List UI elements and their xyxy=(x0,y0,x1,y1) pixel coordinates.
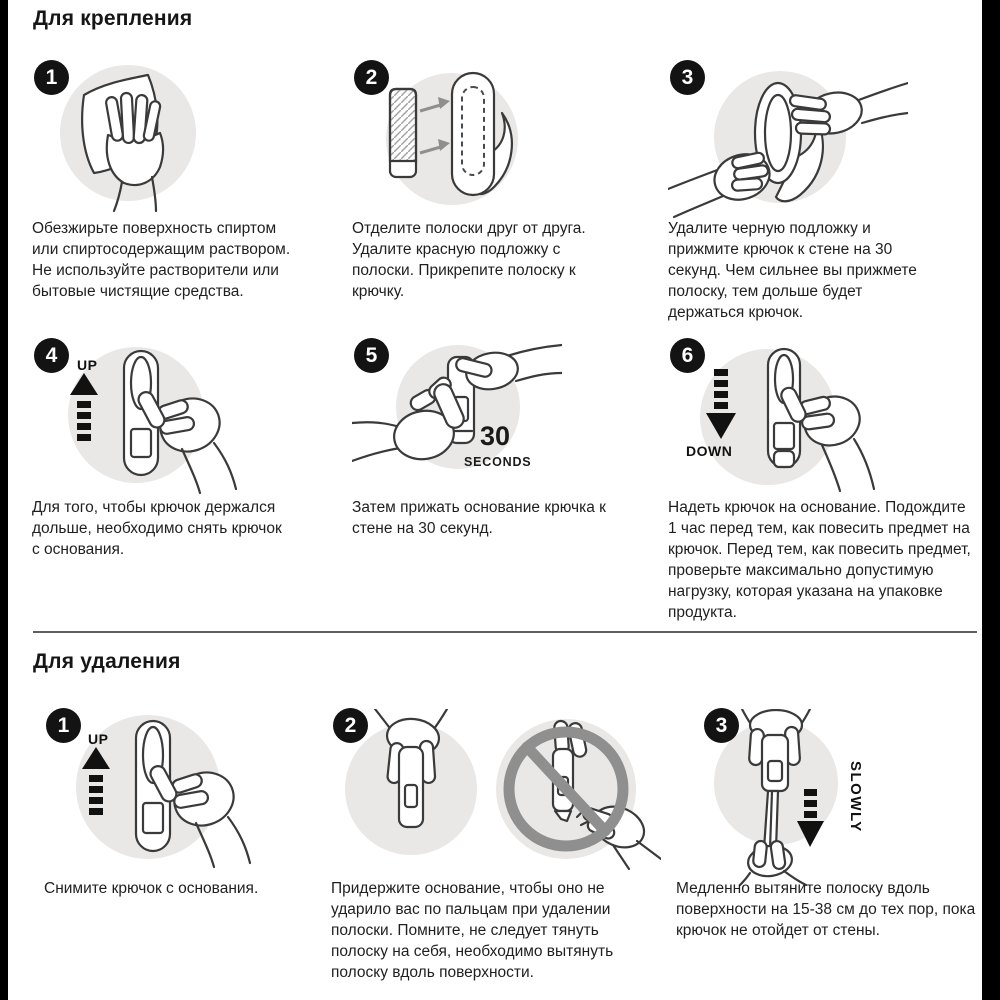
step-text: Удалите черную подложку и прижмите крючок к стене на 30 секунд. Чем сильнее вы прижмете полоску, тем дольше будет держаться крючок. xyxy=(668,220,917,321)
hook-base xyxy=(399,747,423,827)
step-number-badge: 1 xyxy=(46,708,81,743)
step-text: Придержите основание, чтобы оно не ударило вас по пальцам при удалении полоски. Помните, не следует тянуть полоску на себя, необходимо вытянуть полоску вдоль поверхности. xyxy=(331,880,614,981)
slowly-label: SLOWLY xyxy=(847,761,864,833)
step-text: Отделите полоски друг от друга. Удалите красную подложку с полоски. Прикрепите полоску к крючку. xyxy=(352,220,586,300)
step-number-badge: 2 xyxy=(354,60,389,95)
removal-section-title: Для удаления xyxy=(33,650,181,673)
step-text: Обезжирьте поверхность спиртом или спиртосодержащим раствором. Не используйте растворители или бытовые чистящие средства. xyxy=(32,220,291,300)
section-divider xyxy=(33,631,977,633)
step-text: Для того, чтобы крючок держался дольше, необходимо снять крючок с основания. xyxy=(32,499,282,558)
up-label: UP xyxy=(77,357,98,373)
left-edge-strip xyxy=(0,0,8,1000)
down-label: DOWN xyxy=(686,443,733,459)
step-number-badge: 5 xyxy=(354,338,389,373)
step-text: Снимите крючок с основания. xyxy=(44,880,259,897)
press-hook-to-wall-illustration xyxy=(668,61,908,221)
hook xyxy=(452,73,512,195)
seconds-label: SECONDS xyxy=(464,455,532,469)
right-edge-strip xyxy=(982,0,1000,1000)
mount-section-title: Для крепления xyxy=(33,7,193,30)
step-number-badge: 2 xyxy=(333,708,368,743)
hook-base xyxy=(762,735,788,791)
step-number-badge: 3 xyxy=(670,60,705,95)
thirty-label: 30 xyxy=(480,421,511,451)
step-number-badge: 6 xyxy=(670,338,705,373)
step-number-badge: 1 xyxy=(34,60,69,95)
hold-base-warning-illustration xyxy=(331,709,661,874)
step-text: Медленно вытяните полоску вдоль поверхности на 15-38 см до тех пор, пока крючок не отойдет от стены. xyxy=(676,880,976,939)
step-number-badge: 4 xyxy=(34,338,69,373)
step-text: Надеть крючок на основание. Подождите 1 час перед тем, как повесить предмет на крючок. Перед тем, как повесить предмет, проверьте максимально допустимую нагрузку, которая указана на упаковке продукта. xyxy=(668,499,971,621)
step-text: Затем прижать основание крючка к стене на 30 секунд. xyxy=(352,499,606,537)
up-label: UP xyxy=(88,731,109,747)
adhesive-strip xyxy=(390,89,416,177)
step-number-badge: 3 xyxy=(704,708,739,743)
